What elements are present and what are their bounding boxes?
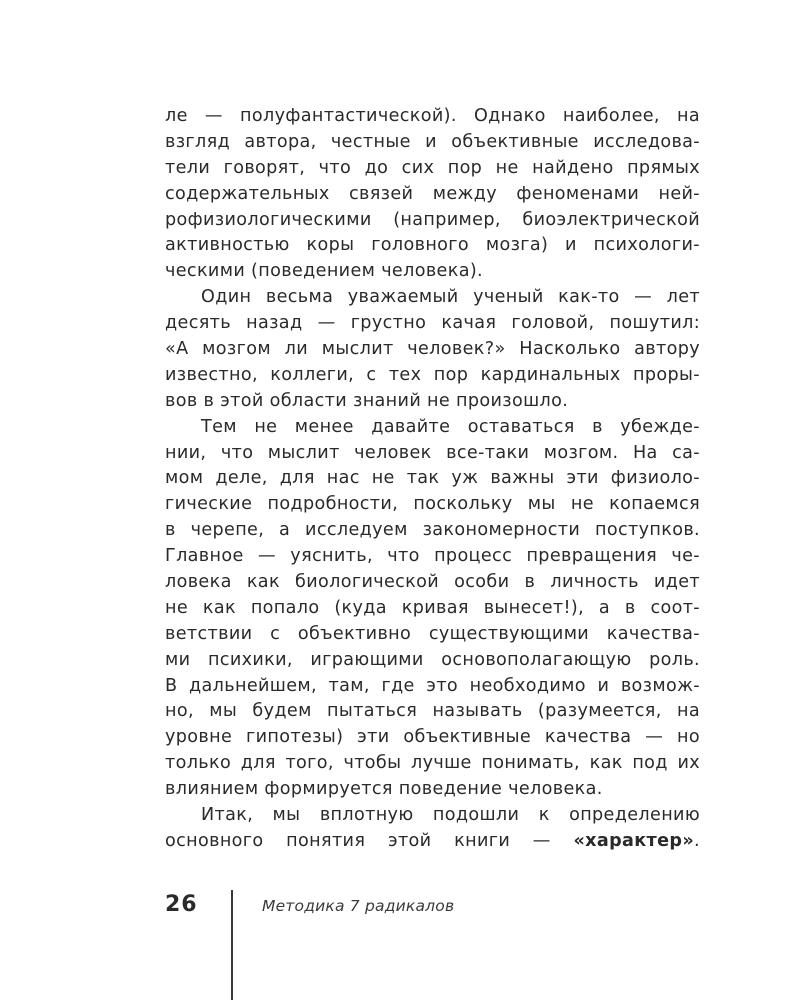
text-line: В дальнейшем, там, где это необходимо и возмож- — [165, 675, 700, 696]
text-line: тели говорят, что до сих пор не найдено прямых — [165, 157, 700, 178]
text-line: в черепе, а исследуем закономерности поступков. — [165, 520, 700, 541]
text-line: влиянием формируется поведение человека. — [165, 779, 603, 800]
text-line: взгляд автора, честные и объективные исследова- — [165, 131, 700, 152]
text-line: десять назад — грустно качая головой, пошутил: — [165, 313, 700, 334]
text-line: ловека как биологической особи в личность идет — [165, 572, 700, 593]
body-text — [165, 104, 700, 855]
text-line: но, мы будем пытаться называть (разумеется, на — [165, 701, 700, 722]
page-number: 26 — [165, 892, 198, 917]
text-line: гические подробности, поскольку мы не копаемся — [165, 494, 700, 515]
final-line-prefix: основного понятия этой книги — — [165, 830, 574, 851]
text-line: ле — полуфантастической). Однако наиболее, на — [165, 106, 700, 126]
key-term-character: «характер» — [573, 830, 695, 851]
text-line: содержательных связей между феноменами ней- — [165, 183, 700, 204]
text-line: Итак, мы вплотную подошли к определению — [201, 805, 700, 826]
footer-divider — [231, 890, 233, 1000]
text-line: мом деле, для нас не так уж важны эти физиоло- — [165, 468, 700, 489]
text-line: уровне гипотезы) эти объективные качества — но — [165, 727, 700, 748]
text-line: вов в этой области знаний не произошло. — [165, 390, 569, 411]
text-line: ми психики, играющими основополагающую роль. — [165, 649, 700, 670]
text-line: Тем не менее давайте оставаться в убежде- — [201, 416, 700, 437]
text-line: ческими (поведением человека). — [165, 261, 483, 282]
text-line: не как попало (куда кривая вынесет!), а в соот- — [165, 597, 700, 618]
text-line-final — [165, 829, 700, 855]
text-line: Главное — уяснить, что процесс превращения че- — [165, 546, 700, 567]
text-line: ветствии с объективно существующими качества- — [165, 623, 700, 644]
text-line: нии, что мыслит человек все-таки мозгом. На са- — [165, 442, 700, 463]
text-line: рофизиологическими (например, биоэлектрической — [165, 209, 700, 230]
text-line: Один весьма уважаемый ученый как-то — лет — [201, 287, 700, 308]
text-line: известно, коллеги, с тех пор кардинальных проры- — [165, 364, 700, 385]
page-footer — [0, 880, 800, 1000]
text-line: активностью коры головного мозга) и психологи- — [165, 235, 700, 256]
running-title: Методика 7 радикалов — [262, 897, 455, 915]
text-line: «А мозгом ли мыслит человек?» Насколько автору — [165, 339, 700, 360]
final-line-suffix: . — [694, 830, 700, 851]
text-line: только для того, чтобы лучше понимать, как под их — [165, 753, 700, 774]
